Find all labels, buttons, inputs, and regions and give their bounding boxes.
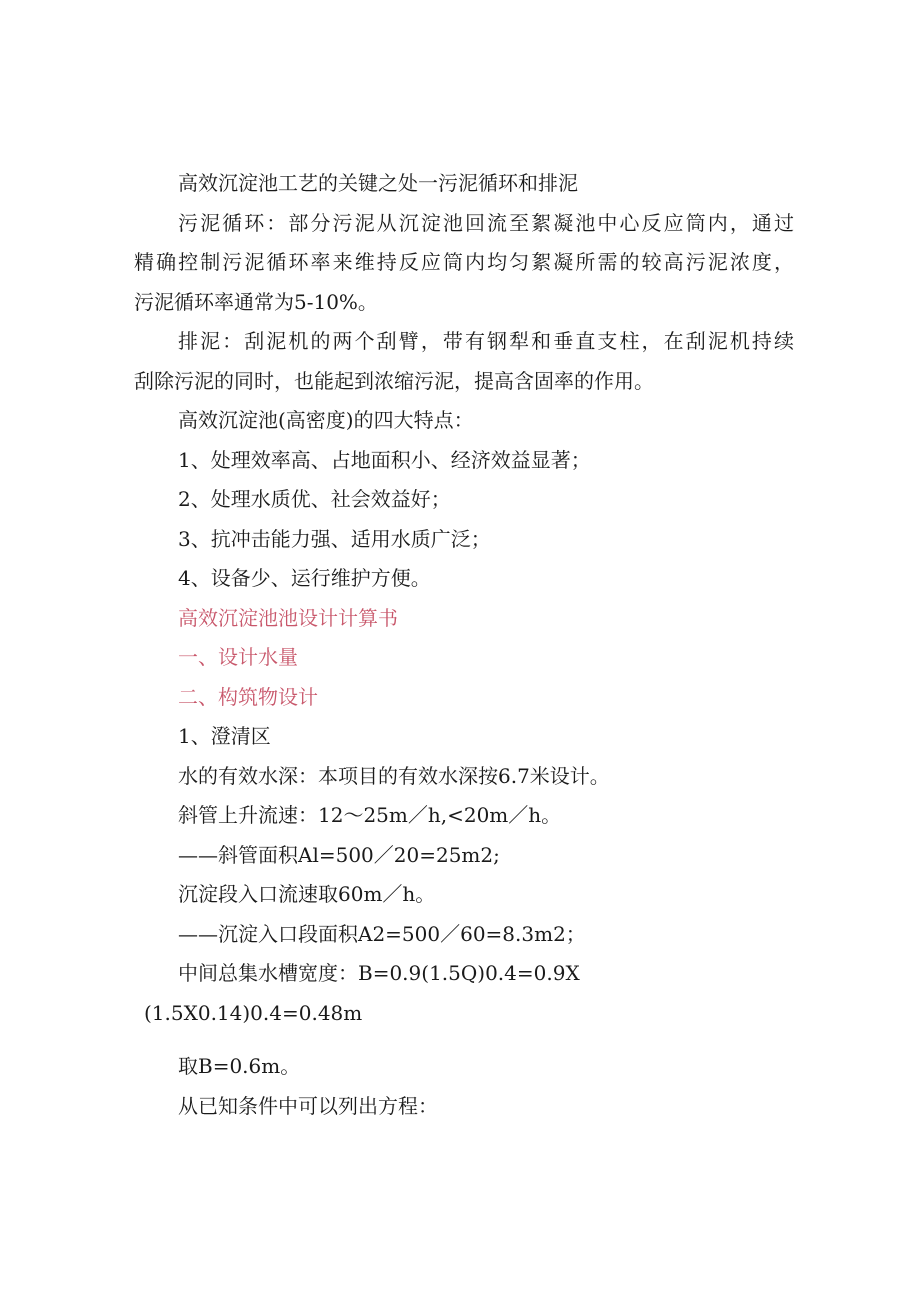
effective-depth-line: 水的有效水深：本项目的有效水深按6.7米设计。 [178,763,610,788]
trough-width-line-2: (1.5X0.14)0.4=0.48m [144,1000,363,1025]
feature-item: 4、设备少、运行维护方便。 [178,566,431,590]
feature-item: 2、处理水质优、社会效益好； [178,487,451,511]
trough-width-line-1: 中间总集水槽宽度：B=0.9(1.5Q)0.4=0.9X [178,961,580,985]
sludge-discharge-line-2: 刮除污泥的同时，也能起到浓缩污泥，提高含固率的作用。 [134,368,654,393]
sludge-circulation-line-3: 污泥循环率通常为5-10%。 [134,289,378,314]
features-heading: 高效沉淀池(高密度)的四大特点： [178,408,474,432]
calc-title: 高效沉淀池池设计计算书 [178,605,398,630]
take-b-line: 取B=0.6m。 [178,1054,301,1078]
tube-area-line: ——斜管面积Al=500／20=25m2; [178,842,500,867]
clarify-zone-heading: 1、澄清区 [178,724,271,748]
inlet-area-line: ——沉淀入口段面积A2=500／60=8.3m2； [178,921,586,946]
feature-item: 1、处理效率高、占地面积小、经济效益显著； [178,447,591,472]
sludge-circulation-line-1: 污泥循环：部分污泥从沉淀池回流至絮凝池中心反应筒内，通过 [178,210,794,235]
document-title: 高效沉淀池工艺的关键之处一污泥循环和排泥 [178,171,578,195]
sludge-discharge-line-1: 排泥：刮泥机的两个刮臂，带有钢犁和垂直支柱，在刮泥机持续 [178,329,794,353]
tube-velocity-line: 斜管上升流速：12～25m／h,<20m／h。 [178,803,562,827]
equation-intro-line: 从已知条件中可以列出方程： [178,1093,438,1118]
sludge-circulation-line-2: 精确控制污泥循环率来维持反应筒内均匀絮凝所需的较高污泥浓度， [134,250,794,274]
feature-item: 3、抗冲击能力强、适用水质广泛； [178,526,491,551]
inlet-velocity-line: 沉淀段入口流速取60m／h。 [178,882,436,906]
section-structure-design: 二、构筑物设计 [178,684,318,709]
document-body [134,164,794,1126]
section-design-water: 一、设计水量 [178,645,298,669]
